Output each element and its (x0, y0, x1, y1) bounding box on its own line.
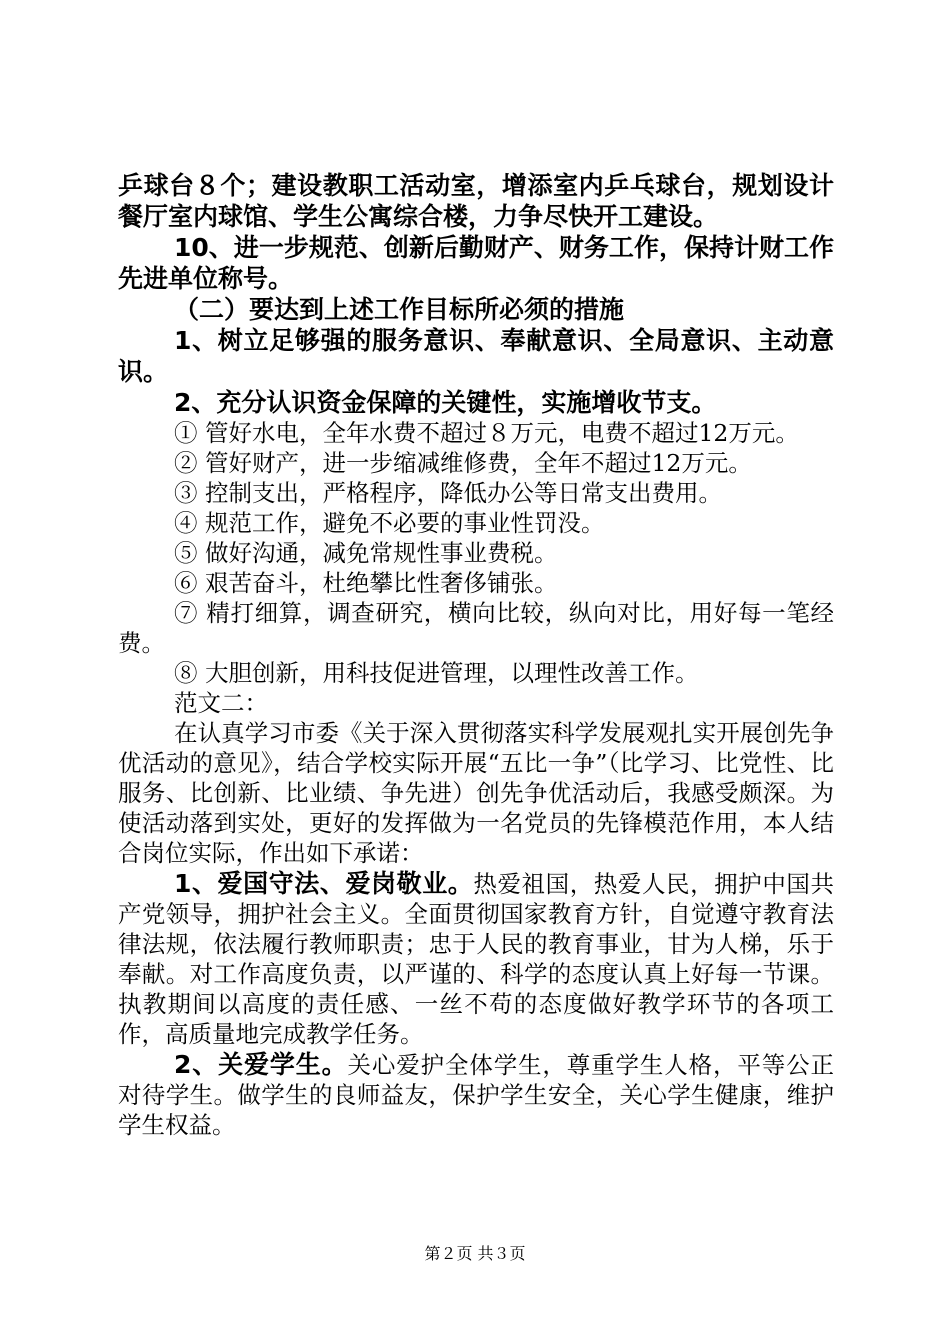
page-footer (0, 1244, 950, 1264)
list-item-budgeting: ⑦ 精打细算，调查研究，横向比较，纵向对比，用好每一笔经费。 (118, 599, 834, 657)
paragraph-pledge-1 (118, 868, 834, 1049)
list-item-standards: ④ 规范工作，避免不必要的事业性罚没。 (174, 509, 605, 537)
section-heading-measures: （二）要达到上述工作目标所必须的措施 (174, 295, 625, 324)
pledge-2-body: 关心爱护全体学生，尊重学生人格，平等公正对待学生。做学生的良师益友，保护学生安全，关心学生健康，维护学生权益。 (118, 1051, 834, 1139)
list-item-frugality: ⑥ 艰苦奋斗，杜绝攀比性奢侈铺张。 (174, 569, 558, 597)
pledge-1-body: 热爱祖国，热爱人民，拥护中国共产党领导，拥护社会主义。全面贯彻国家教育方针，自觉遵守教育法律法规，依法履行教师职责；忠于人民的教育事业，甘为人梯，乐于奉献。对工作高度负责，以严谨的、科学的态度认真上好每一节课。执教期间以高度的责任感、一丝不苟的态度做好教学环节的各项工作，高质量地完成教学任务。 (118, 870, 835, 1048)
list-item-water-electricity: ① 管好水电，全年水费不超过８万元，电费不超过12万元。 (174, 419, 799, 447)
list-item-communication: ⑤ 做好沟通，减免常规性事业费税。 (174, 539, 558, 567)
page-indicator: 第２页 共３页 (424, 1244, 526, 1263)
list-item-property: ② 管好财产，进一步缩减维修费，全年不超过12万元。 (174, 449, 752, 477)
paragraph-pledge-intro: 在认真学习市委《关于深入贯彻落实科学发展观扎实开展创先争优活动的意见》，结合学校实际开展“五比一争”（比学习、比党性、比服务、比创新、比业绩、争先进）创先争优活动后，我感受颇深。为使活动落到实处，更好的发挥做为一名党员的先锋模范作用，本人结合岗位实际，作出如下承诺： (118, 719, 834, 867)
list-item-innovation: ⑧ 大胆创新，用科技促进管理，以理性改善工作。 (174, 659, 699, 687)
sample-heading: 范文二： (174, 689, 268, 717)
pledge-2-heading: 2、关爱学生。 (174, 1050, 348, 1079)
pledge-1-heading: 1、爱国守法、爱岗敬业。 (174, 869, 474, 898)
paragraph-item-10: 10、进一步规范、创新后勤财产、财务工作，保持计财工作先进单位称号。 (118, 233, 834, 293)
paragraph-pledge-2 (118, 1049, 834, 1140)
paragraph-measure-1: 1、树立足够强的服务意识、奉献意识、全局意识、主动意识。 (118, 326, 834, 386)
paragraph-facilities-continued: 乒球台８个；建设教职工活动室，增添室内乒乓球台，规划设计餐厅室内球馆、学生公寓综合楼，力争尽快开工建设。 (118, 171, 834, 231)
list-item-expenses: ③ 控制支出，严格程序，降低办公等日常支出费用。 (174, 479, 722, 507)
document-body (118, 170, 834, 1140)
paragraph-measure-2: 2、充分认识资金保障的关键性，实施增收节支。 (174, 388, 717, 417)
